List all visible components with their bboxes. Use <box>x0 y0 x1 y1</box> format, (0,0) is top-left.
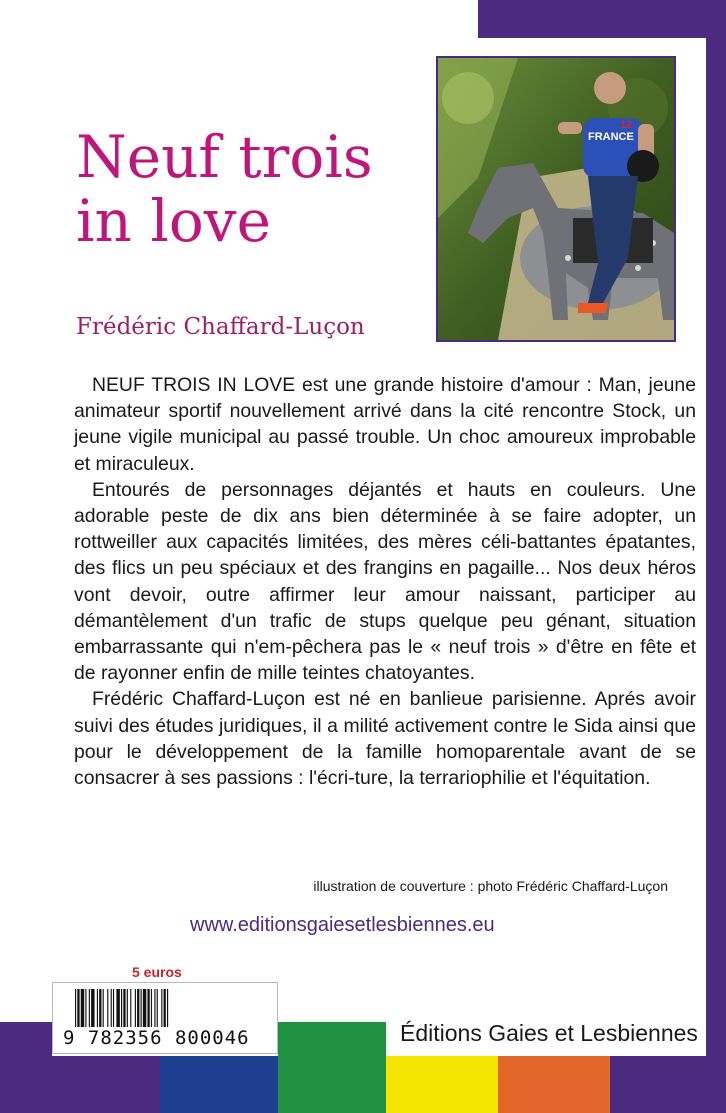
barcode-bar <box>107 989 108 1027</box>
stripe-green <box>278 1056 386 1113</box>
barcode-bar <box>151 989 152 1027</box>
barcode-bar <box>167 989 168 1027</box>
book-title-line-1: Neuf trois <box>76 122 373 191</box>
barcode-bar <box>103 989 104 1027</box>
stripe-yellow <box>386 1056 498 1113</box>
stripe-purple-right <box>610 1056 726 1113</box>
shirt-number: 12 <box>620 119 633 131</box>
cover-photo <box>436 56 676 342</box>
publisher-website: www.editionsgaiesetlesbiennes.eu <box>190 914 495 936</box>
barcode-bar <box>164 989 166 1027</box>
barcode-bar <box>111 989 112 1027</box>
stripe-purple-raised <box>0 1022 52 1056</box>
book-title <box>76 122 416 255</box>
isbn-number: 9 782356 800046 <box>63 1027 250 1049</box>
rider-on-horse-photo <box>438 58 674 340</box>
barcode-bar <box>157 989 158 1027</box>
barcode-bar <box>89 989 90 1027</box>
side-color-band <box>706 0 726 1113</box>
barcode-bar <box>130 989 131 1027</box>
blurb-paragraph-1: NEUF TROIS IN LOVE est une grande histoire d'amour : Man, jeune animateur sportif nouvellement arrivé dans la cité rencontre Stock, un jeune vigile municipal au passé trouble. Un choc amoureux improbable et miraculeux. <box>74 374 696 475</box>
barcode-bar <box>97 989 98 1027</box>
barcode-bar <box>113 989 114 1027</box>
barcode-bar <box>127 989 128 1027</box>
barcode-bar <box>137 989 139 1027</box>
stripe-orange <box>498 1056 610 1113</box>
book-title-line-2: in love <box>76 186 271 255</box>
barcode-bar <box>81 989 84 1027</box>
barcode-bar <box>161 989 162 1027</box>
barcode-bar <box>116 989 119 1027</box>
barcode-bar <box>154 989 155 1027</box>
barcode-bar <box>135 989 136 1027</box>
barcode-bars <box>75 989 259 1027</box>
barcode-bar <box>141 989 142 1027</box>
stripe-purple <box>0 1056 160 1113</box>
barcode-bar <box>99 989 101 1027</box>
back-cover-blurb <box>74 372 696 791</box>
barcode-bar <box>75 989 76 1027</box>
blurb-paragraph-3: Frédéric Chaffard-Luçon est né en banlieue parisienne. Aprés avoir suivi des études juridiques, il a milité activement contre le Sida ainsi que pour le développement de la famille homoparentale avant de se consacrer à ses passions : l'écri-ture, la terrariophilie et l'équitation. <box>74 688 696 790</box>
stripe-blue <box>160 1056 278 1113</box>
barcode-bar <box>143 989 146 1027</box>
isbn-barcode <box>52 982 278 1054</box>
barcode-bar <box>91 989 94 1027</box>
rainbow-stripes <box>0 1056 726 1113</box>
author-name: Frédéric Chaffard-Luçon <box>76 314 365 340</box>
cover-credit: illustration de couverture : photo Frédéric Chaffard-Luçon <box>313 878 668 894</box>
publisher-name: Éditions Gaies et Lesbiennes <box>400 1020 698 1046</box>
barcode-bar <box>123 989 125 1027</box>
barcode-bar <box>85 989 86 1027</box>
barcode-bar <box>121 989 122 1027</box>
blurb-paragraph-2: Entourés de personnages déjantés et hauts en couleurs. Une adorable peste de dix ans bien déterminée à se faire adopter, un rottweiller aux capacités limitées, des mères céli-battantes épatantes, des flics un peu spéciaux et des frangins en pagaille... Nos deux héros vont devoir, outre affirmer leur amour naissant, participer au démantèlement d'un trafic de stups quelque peu génant, situation embarrassante qui n'em-pêchera pas le « neuf trois » d'être en fête et de rayonner enfin de mille teintes chatoyantes. <box>74 478 696 685</box>
barcode-bar <box>77 989 79 1027</box>
barcode-bar <box>147 989 149 1027</box>
shirt-text: FRANCE <box>588 131 634 143</box>
price-label: 5 euros <box>132 964 182 980</box>
corner-color-band <box>478 0 726 38</box>
stripe-green-raised <box>278 1022 386 1056</box>
